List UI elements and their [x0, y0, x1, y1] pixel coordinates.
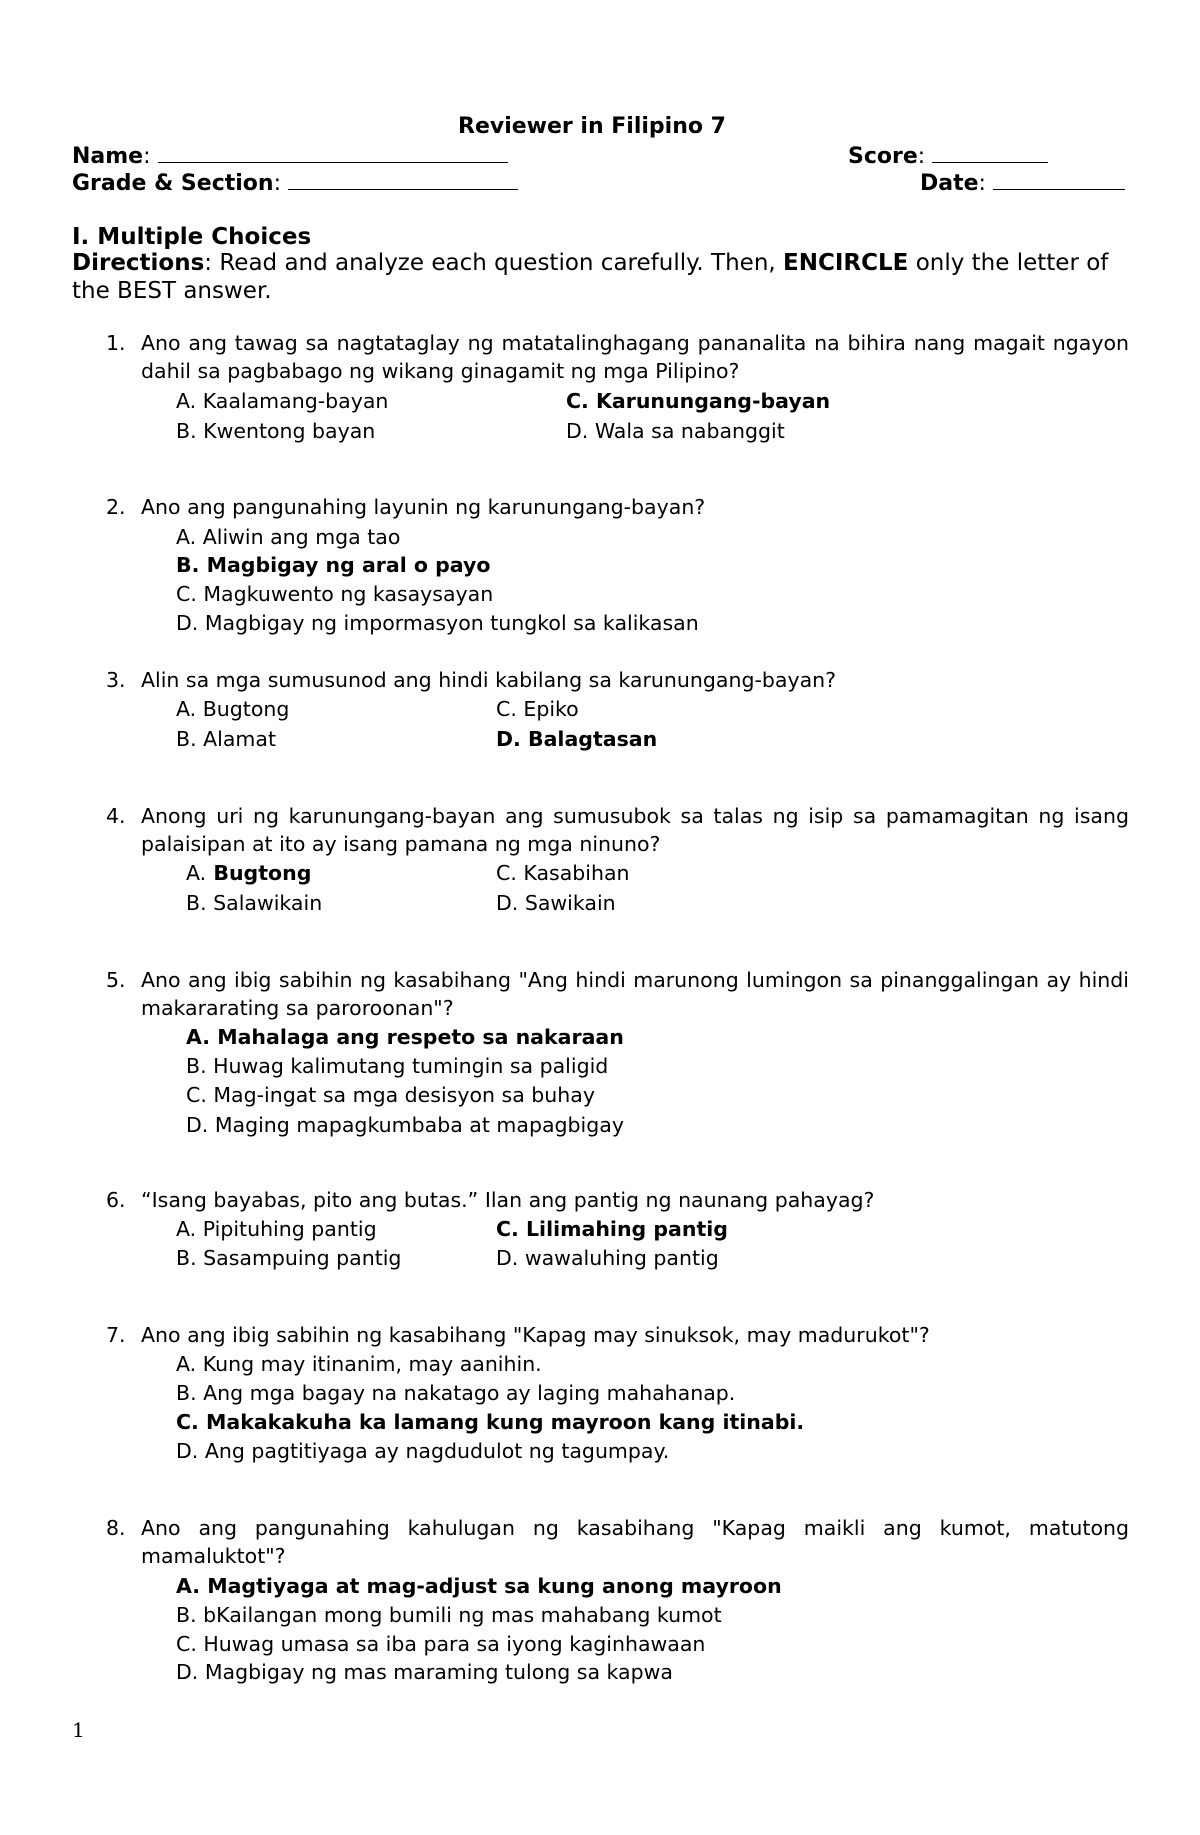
option-answer[interactable]: A. Bugtong	[186, 861, 312, 885]
date-blank[interactable]	[993, 169, 1125, 190]
option[interactable]: B. Ang mga bagay na nakatago ay laging mahahanap.	[176, 1381, 736, 1405]
option-answer[interactable]: B. Magbigay ng aral o payo	[176, 553, 491, 577]
option[interactable]: A. Bugtong	[176, 697, 290, 721]
option[interactable]: B. Huwag kalimutang tumingin sa paligid	[186, 1054, 609, 1078]
page-number: 1	[72, 1718, 85, 1742]
option[interactable]: B. Alamat	[176, 727, 276, 751]
option[interactable]: B. bKailangan mong bumili ng mas mahabang kumot	[176, 1603, 722, 1627]
score-blank[interactable]	[932, 142, 1048, 163]
option[interactable]: D. Maging mapagkumbaba at mapagbigay	[186, 1113, 624, 1137]
question-text: Anong uri ng karunungang-bayan ang sumusubok sa talas ng isip sa pamamagitan ng isang palaisipan at ito ay isang pamana ng mga ninuno?	[141, 804, 1129, 856]
option[interactable]: D. Sawikain	[496, 891, 616, 915]
question-number: 1.	[106, 331, 126, 355]
directions-text: : Read and analyze each question carefully. Then,	[204, 250, 784, 276]
option[interactable]: C. Mag-ingat sa mga desisyon sa buhay	[186, 1083, 595, 1107]
question-text: Alin sa mga sumusunod ang hindi kabilang sa karunungang-bayan?	[141, 668, 837, 692]
grade-section-label: Grade & Section	[72, 171, 274, 196]
option[interactable]: A. Pipituhing pantig	[176, 1217, 377, 1241]
option[interactable]: D. Wala sa nabanggit	[566, 419, 785, 443]
question-number: 7.	[106, 1323, 126, 1347]
date-field[interactable]: Date:	[920, 169, 1125, 196]
option-answer[interactable]: C. Makakakuha ka lamang kung mayroon kang itinabi.	[176, 1410, 805, 1434]
option[interactable]: D. Magbigay ng impormasyon tungkol sa kalikasan	[176, 611, 699, 635]
option[interactable]: D. Magbigay ng mas maraming tulong sa kapwa	[176, 1660, 673, 1684]
option[interactable]: D. Ang pagtitiyaga ay nagdudulot ng tagumpay.	[176, 1439, 670, 1463]
date-label: Date	[920, 171, 979, 196]
question-number: 3.	[106, 668, 126, 692]
question-text: Ano ang ibig sabihin ng kasabihang "Ang hindi marunong lumingon sa pinanggalingan ay hindi makararating sa paroroonan"?	[141, 968, 1129, 1020]
question-text: Ano ang pangunahing kahulugan ng kasabihang "Kapag maikli ang kumot, matutong mamaluktot"?	[141, 1516, 1129, 1568]
option[interactable]: B. Sasampuing pantig	[176, 1246, 402, 1270]
option[interactable]: A. Kung may itinanim, may aanihin.	[176, 1352, 542, 1376]
question-number: 8.	[106, 1516, 126, 1540]
section-title: I. Multiple Choices	[72, 224, 312, 250]
question-number: 5.	[106, 968, 126, 992]
option-answer[interactable]: C. Lilimahing pantig	[496, 1217, 728, 1241]
option-answer[interactable]: D. Balagtasan	[496, 727, 658, 751]
question-number: 2.	[106, 495, 126, 519]
question-text: Ano ang ibig sabihin ng kasabihang "Kapag may sinuksok, may madurukot"?	[141, 1323, 930, 1347]
option-answer[interactable]: C. Karunungang-bayan	[566, 389, 831, 413]
score-label: Score	[848, 144, 918, 169]
option[interactable]: A. Kaalamang-bayan	[176, 389, 389, 413]
name-field[interactable]: Name:	[72, 142, 508, 169]
option[interactable]: A. Aliwin ang mga tao	[176, 525, 401, 549]
question-number: 4.	[106, 804, 126, 828]
directions	[72, 249, 1130, 305]
option[interactable]: C. Epiko	[496, 697, 579, 721]
directions-label: Directions	[72, 250, 205, 276]
question-number: 6.	[106, 1188, 126, 1212]
option[interactable]: C. Kasabihan	[496, 861, 630, 885]
option[interactable]: D. wawaluhing pantig	[496, 1246, 719, 1270]
directions-text-end: only the letter of the BEST answer.	[72, 250, 1109, 304]
option[interactable]: C. Magkuwento ng kasaysayan	[176, 582, 494, 606]
page-title: Reviewer in Filipino 7	[458, 114, 726, 139]
name-blank[interactable]	[158, 142, 508, 163]
option[interactable]: C. Huwag umasa sa iba para sa iyong kaginhawaan	[176, 1632, 706, 1656]
grade-section-field[interactable]: Grade & Section:	[72, 169, 518, 196]
grade-section-blank[interactable]	[288, 169, 518, 190]
option-answer[interactable]: A. Mahalaga ang respeto sa nakaraan	[186, 1025, 624, 1049]
question-text: Ano ang tawag sa nagtataglay ng matatalinghagang pananalita na bihira nang magait ngayon dahil sa pagbabago ng wikang ginagamit ng mga Pilipino?	[141, 331, 1129, 383]
question-text: Ano ang pangunahing layunin ng karunungang-bayan?	[141, 495, 706, 519]
question-text: “Isang bayabas, pito ang butas.” Ilan ang pantig ng naunang pahayag?	[141, 1188, 875, 1212]
option[interactable]: B. Salawikain	[186, 891, 323, 915]
name-label: Name	[72, 144, 144, 169]
option-answer[interactable]: A. Magtiyaga at mag-adjust sa kung anong mayroon	[176, 1574, 782, 1598]
directions-emphasis: ENCIRCLE	[783, 250, 909, 276]
option[interactable]: B. Kwentong bayan	[176, 419, 376, 443]
score-field[interactable]: Score:	[848, 142, 1048, 169]
